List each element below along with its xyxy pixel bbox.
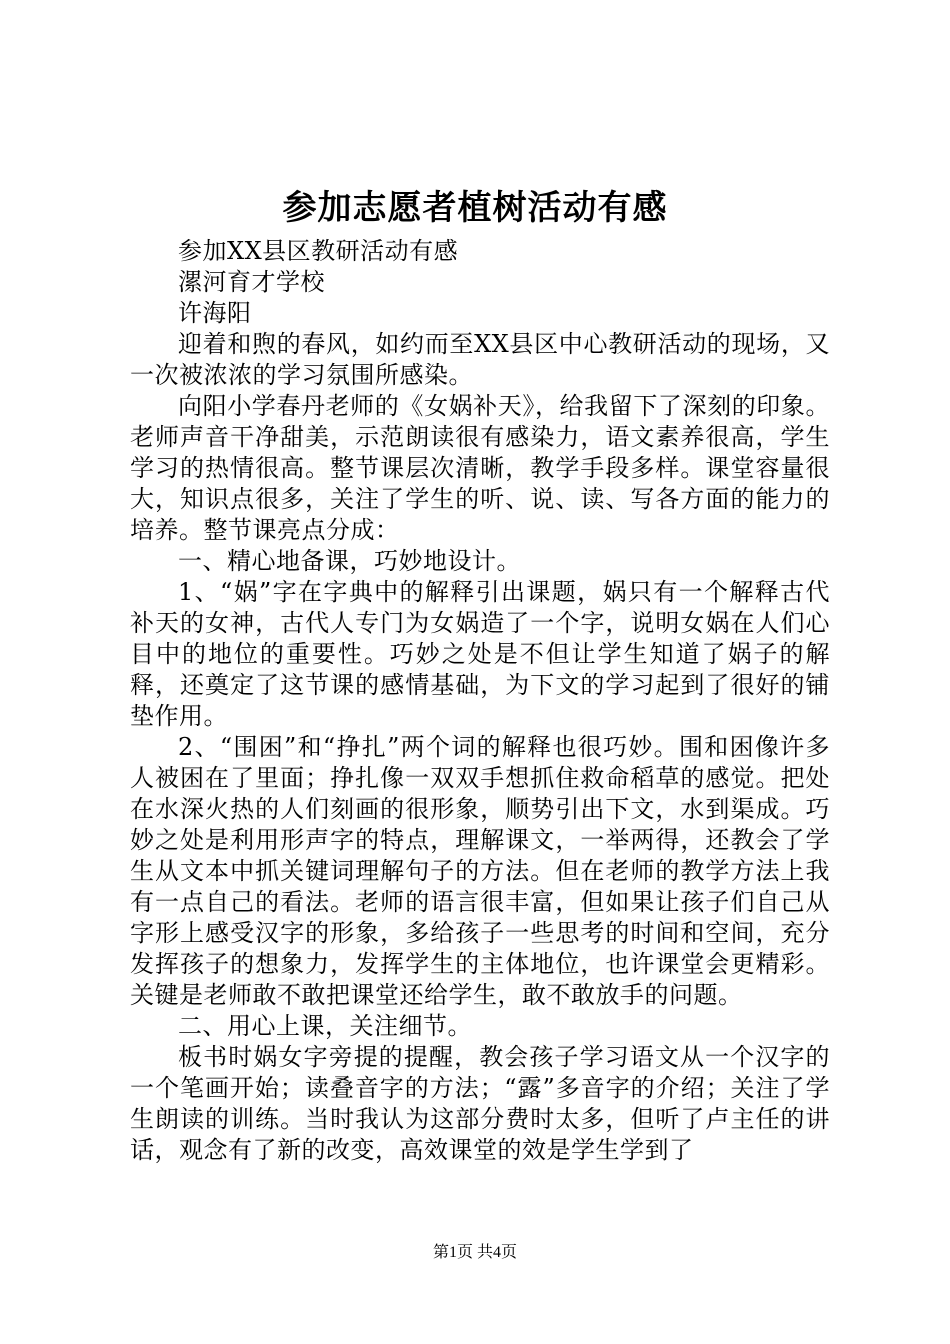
paragraph-author: 许海阳 [178, 299, 252, 327]
paragraph-board-writing: 板书时娲女字旁提的提醒，教会孩子学习语文从一个汉字的一个笔画开始；读叠音字的方法；“露”多音字的介绍；关注了学生朗读的训练。当时我认为这部分费时太多，但听了卢主任的讲话，观念有了新的改变，高效课堂的效是学生学到了 [130, 1043, 830, 1164]
paragraph-heading-two: 二、用心上课，关注细节。 [178, 1012, 472, 1040]
paragraph-lesson-review: 向阳小学春丹老师的《女娲补天》，给我留下了深刻的印象。老师声音干净甜美，示范朗读很有感染力，语文素养很高，学生学习的热情很高。整节课层次清晰，教学手段多样。课堂容量很大，知识点很多，关注了学生的听、说、读、写各方面的能力的培养。整节课亮点分成： [130, 392, 830, 544]
paragraph-intro: 迎着和煦的春风，如约而至XX县区中心教研活动的现场，又一次被浓浓的学习氛围所感染。 [130, 330, 830, 389]
paragraph-point-one: 1、“娲”字在字典中的解释引出课题，娲只有一个解释古代补天的女神，古代人专门为女娲造了一个字，说明女娲在人们心目中的地位的重要性。巧妙之处是不但让学生知道了娲子的解释，还奠定了这节课的感情基础，为下文的学习起到了很好的铺垫作用。 [130, 578, 830, 730]
paragraph-school: 漯河育才学校 [178, 268, 325, 296]
paragraph-point-two: 2、“围困”和“挣扎”两个词的解释也很巧妙。围和困像许多人被困在了里面；挣扎像一双双手想抓住救命稻草的感觉。把处在水深火热的人们刻画的很形象，顺势引出下文，水到渠成。巧妙之处是利用形声字的特点，理解课文，一举两得，还教会了学生从文本中抓关键词理解句子的方法。但在老师的教学方法上我有一点自己的看法。老师的语言很丰富，但如果让孩子们自己从字形上感受汉字的形象，多给孩子一些思考的时间和空间，充分发挥孩子的想象力，发挥学生的主体地位，也许课堂会更精彩。关键是老师敢不敢把课堂还给学生，敢不敢放手的问题。 [130, 733, 830, 1009]
page-title: 参加志愿者植树活动有感 [282, 188, 668, 228]
paragraph-heading-one: 一、精心地备课，巧妙地设计。 [178, 547, 521, 575]
document-body [130, 236, 830, 1166]
paragraph-subtitle: 参加XX县区教研活动有感 [178, 237, 459, 265]
page-footer: 第1页 共4页 [432, 1244, 517, 1261]
